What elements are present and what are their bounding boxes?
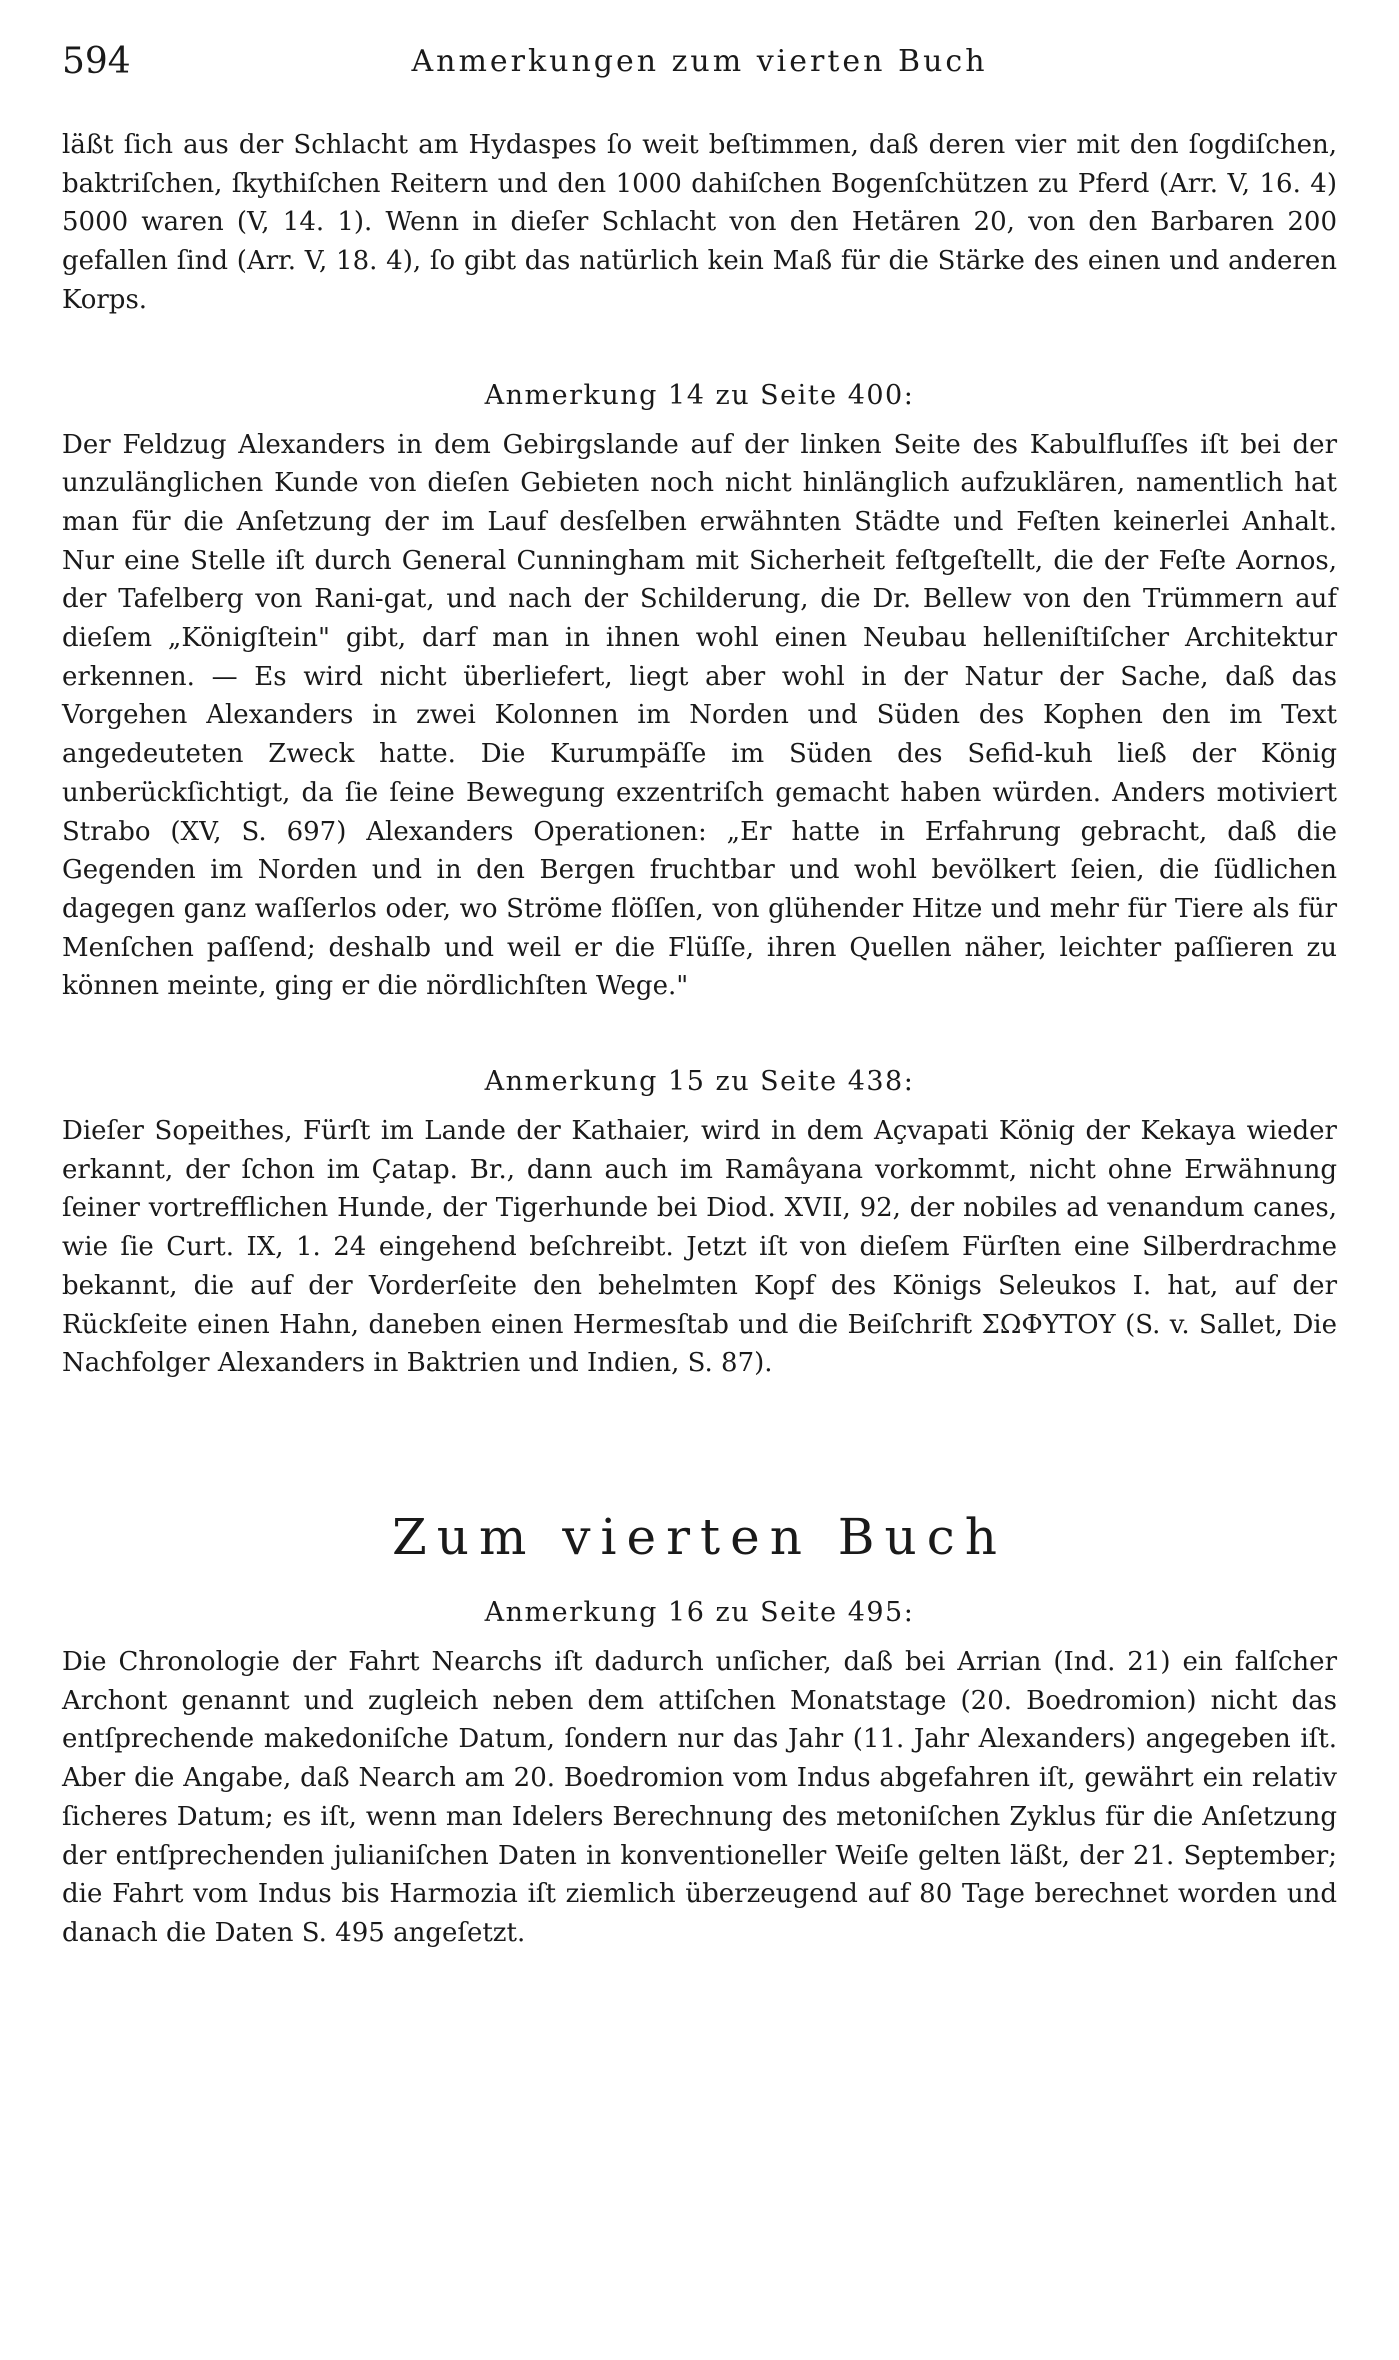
note-15-text: Dieſer Sopeithes, Fürſt im Lande der Kathaier, wird in dem Açvapati König der Kekaya wieder erkannt, der ſchon im Çatap. Br., dann auch im Ramâyana vorkommt, nicht ohne Erwähnung ſeiner vortrefflichen Hunde, der Tigerhunde bei Diod. XVII, 92, der nobiles ad venandum canes, wie ſie Curt. IX, 1. 24 eingehend beſchreibt. Jetzt iſt von dieſem Fürſten eine Silberdrachme bekannt, die auf der Vorderſeite den behelmten Kopf des Königs Seleukos I. hat, auf der Rückſeite einen Hahn, daneben einen Hermesſtab und die Beiſchrift ΣΩΦΥΤΟΥ (S. v. Sallet, Die Nachfolger Alexanders in Baktrien und Indien, S. 87). xyxy=(62,1116,1337,1379)
section-title: Zum vierten Buch xyxy=(392,1507,1007,1566)
note-15-heading: Anmerkung 15 zu Seite 438: xyxy=(484,1066,915,1098)
running-title: Anmerkungen zum vierten Buch xyxy=(411,44,988,79)
book-page xyxy=(62,38,1337,1953)
note-16-text: Die Chronologie der Fahrt Nearchs iſt dadurch unſicher, daß bei Arrian (Ind. 21) ein falſcher Archont genannt und zugleich neben dem attiſchen Monatstage (20. Boedromion) nicht das entſprechende makedoniſche Datum, ſondern nur das Jahr (11. Jahr Alexanders) angegeben iſt. Aber die Angabe, daß Nearch am 20. Boedromion vom Indus abgefahren iſt, gewährt ein relativ ſicheres Datum; es iſt, wenn man Idelers Berechnung des metoniſchen Zyklus für die Anſetzung der entſprechenden julianiſchen Daten in konventioneller Weiſe gelten läßt, der 21. September; die Fahrt vom Indus bis Harmozia iſt ziemlich überzeugend auf 80 Tage berechnet worden und danach die Daten S. 495 angeſetzt. xyxy=(62,1646,1337,1948)
running-head xyxy=(62,38,1337,86)
note-14-text: Der Feldzug Alexanders in dem Gebirgslande auf der linken Seite des Kabulfluſſes iſt bei der unzulänglichen Kunde von dieſen Gebieten noch nicht hinlänglich aufzuklären, namentlich hat man für die Anſetzung der im Lauf desſelben erwähnten Städte und Feſten keinerlei Anhalt. Nur eine Stelle iſt durch General Cunningham mit Sicherheit feſtgeſtellt, die der Feſte Aornos, der Tafelberg von Rani-gat, und nach der Schilderung, die Dr. Bellew von den Trümmern auf dieſem „Königſtein" gibt, darf man in ihnen wohl einen Neubau helleniſtiſcher Architektur erkennen. — Es wird nicht überliefert, liegt aber wohl in der Natur der Sache, daß das Vorgehen Alexanders in zwei Kolonnen im Norden und Süden des Kophen den im Text angedeuteten Zweck hatte. Die Kurumpäſſe im Süden des Sefid-kuh ließ der König unberückſichtigt, da ſie ſeine Bewegung exzentriſch gemacht haben würden. Anders motiviert Strabo (XV, S. 697) Alexanders Operationen: „Er hatte in Erfahrung gebracht, daß die Gegenden im Norden und in den Bergen fruchtbar und wohl bevölkert ſeien, die ſüdlichen dagegen ganz waſſerlos oder, wo Ströme flöſſen, von glühender Hitze und mehr für Tiere als für Menſchen paſſend; deshalb und weil er die Flüſſe, ihren Quellen näher, leichter paſſieren zu können meinte, ging er die nördlichſten Wege." xyxy=(62,429,1337,1002)
note-16-heading: Anmerkung 16 zu Seite 495: xyxy=(484,1596,915,1628)
note-14-heading: Anmerkung 14 zu Seite 400: xyxy=(484,379,915,411)
intro-paragraph: läßt ſich aus der Schlacht am Hydaspes ſo weit beſtimmen, daß deren vier mit den ſogdiſchen, baktriſchen, ſkythiſchen Reitern und den 1000 dahiſchen Bogenſchützen zu Pferd (Arr. V, 16. 4) 5000 waren (V, 14. 1). Wenn in dieſer Schlacht von den Hetären 20, von den Barbaren 200 gefallen ſind (Arr. V, 18. 4), ſo gibt das natürlich kein Maß für die Stärke des einen und anderen Korps. xyxy=(62,130,1337,315)
page-number: 594 xyxy=(62,41,131,82)
